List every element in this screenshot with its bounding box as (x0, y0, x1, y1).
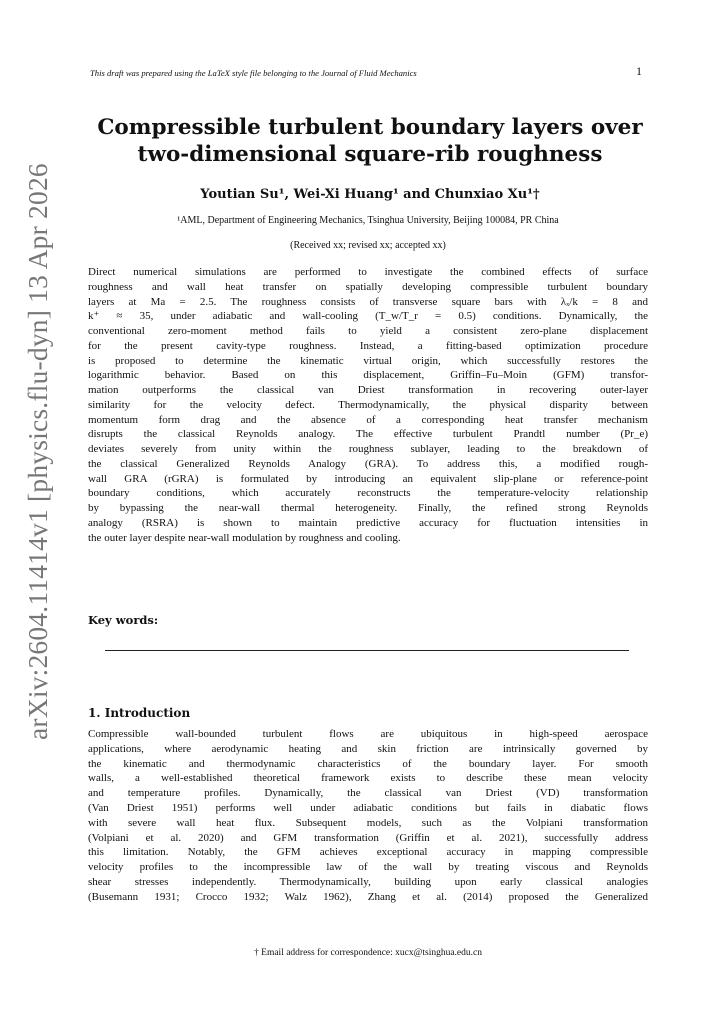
abstract-line: boundary conditions, which accurately reconstructs the temperature-velocity relationship (88, 487, 648, 500)
section-heading-introduction: 1. Introduction (88, 706, 191, 720)
abstract-line: layers at Ma = 2.5. The roughness consists of transverse square bars with λₓ/k = 8 and (88, 295, 648, 308)
body-line: shear stresses independently. Thermodynamically, building upon early classical analogies (88, 875, 648, 888)
received-dates: (Received xx; revised xx; accepted xx) (290, 240, 446, 251)
abstract-line: wall GRA (rGRA) is formulated by introducing an equivalent slip-plane or reference-point (88, 472, 648, 485)
abstract-line: for the present cavity-type roughness. Instead, a fitting-based optimization procedure (88, 339, 648, 352)
body-line: this limitation. Notably, the GFM achieves exceptional accuracy in mapping compressible (88, 846, 648, 859)
paper-title (80, 114, 660, 168)
abstract-line: mation outperforms the classical van Driest transformation in recovering outer-layer (88, 384, 648, 396)
abstract-line: logarithmic behavior. Based on this displacement, Griffin–Fu–Moin (GFM) transfor- (88, 369, 648, 382)
section-divider (105, 650, 629, 651)
body-line: and temperature profiles. Dynamically, the classical van Driest (VD) transformation (88, 787, 648, 800)
running-head: This draft was prepared using the LaTeX style file belonging to the Journal of Fluid Mechanics (90, 68, 417, 78)
body-line: (Volpiani et al. 2020) and GFM transformation (Griffin et al. 2021), successfully address (88, 831, 648, 844)
abstract (88, 265, 648, 545)
body-line: applications, where aerodynamic heating and skin friction are intrinsically governed by (88, 742, 648, 755)
title-line: two-dimensional square-rib roughness (137, 142, 603, 167)
abstract-line: the outer layer despite near-wall modulation by roughness and cooling. (88, 531, 401, 544)
affiliation: ¹AML, Department of Engineering Mechanics, Tsinghua University, Beijing 100084, PR China (177, 215, 559, 226)
author-list: Youtian Su¹, Wei-Xi Huang¹ and Chunxiao Xu¹† (200, 187, 540, 202)
introduction-body (88, 727, 648, 905)
abstract-line: momentum form drag and the absence of a corresponding heat transfer mechanism (88, 413, 648, 426)
abstract-line: analogy (RSRA) is shown to maintain predictive accuracy for fluctuation intensities in (88, 516, 648, 529)
page-number: 1 (636, 64, 642, 78)
correspondence-footnote: † Email address for correspondence: xucx@tsinghua.edu.cn (254, 948, 482, 958)
body-line: with severe wall heat flux. Subsequent models, such as the Volpiani transformation (88, 816, 648, 829)
title-line: Compressible turbulent boundary layers over (97, 115, 643, 140)
abstract-line: deviates severely from unity within the roughness sublayer, leading to the breakdown of (88, 443, 648, 455)
body-line: the kinematic and thermodynamic characteristics of the boundary layer. For smooth (88, 757, 648, 770)
abstract-line: similarity for the velocity defect. Thermodynamically, the physical disparity between (88, 398, 648, 411)
body-line: Compressible wall-bounded turbulent flows are ubiquitous in high-speed aerospace (88, 728, 648, 740)
abstract-line: roughness and wall heat transfer on spatially developing compressible turbulent boundary (88, 280, 648, 293)
abstract-line: Direct numerical simulations are performed to investigate the combined effects of surface (88, 266, 648, 278)
abstract-line: k⁺ ≈ 35, under adiabatic and wall-cooling (T_w/T_r = 0.5) conditions. Dynamically, the (88, 310, 648, 323)
abstract-line: disrupts the classical Reynolds analogy. The effective turbulent Prandtl number (Pr_e) (88, 428, 648, 441)
body-line: (Busemann 1931; Crocco 1932; Walz 1962), Zhang et al. (2014) proposed the Generalized (88, 890, 648, 903)
abstract-line: by bypassing the near-wall thermal heterogeneity. Finally, the refined strong Reynolds (88, 502, 648, 514)
abstract-line: is proposed to determine the kinematic virtual origin, which successfully restores the (88, 354, 648, 367)
keywords-label: Key words: (88, 613, 159, 627)
abstract-line: the classical Generalized Reynolds Analogy (GRA). To address this, a modified rough- (88, 457, 648, 470)
abstract-line: conventional zero-moment method fails to yield a consistent zero-plane displacement (88, 325, 648, 337)
body-line: (Van Driest 1951) performs well under adiabatic conditions but fails in diabatic flows (88, 801, 648, 814)
arxiv-identifier-stamp: arXiv:2604.11414v1 [physics.flu-dyn] 13 Apr 2026 (22, 163, 53, 740)
body-line: walls, a well-established theoretical framework exists to describe these mean velocity (88, 772, 648, 785)
body-line: velocity profiles to the incompressible law of the wall by treating viscous and Reynolds (88, 861, 648, 874)
